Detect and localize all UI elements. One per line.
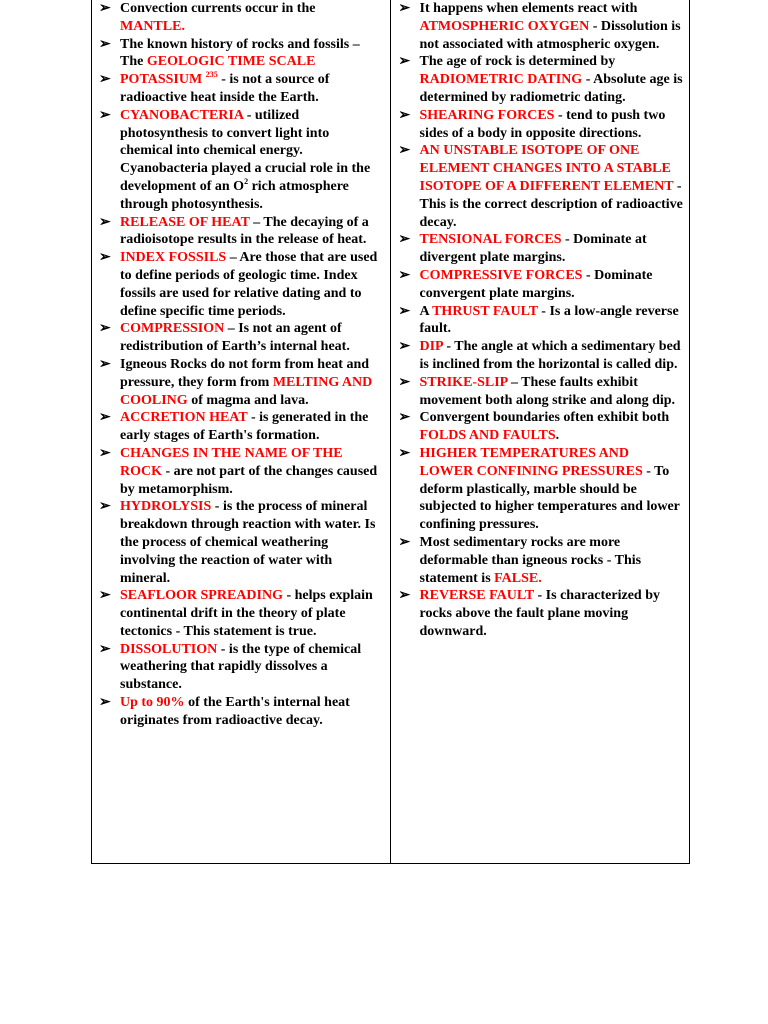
highlighted-term: ATMOSPHERIC OXYGEN xyxy=(419,18,590,34)
highlighted-term: ACCRETION HEAT xyxy=(120,410,248,426)
item-text: - tend to push two sides of a body in opposite directions. xyxy=(419,107,666,141)
highlighted-term: CHANGES IN THE NAME OF THE ROCK xyxy=(120,445,343,479)
arrowhead-bullet-icon: ➢ xyxy=(99,410,111,426)
item-text: - The angle at which a sedimentary bed is inclined from the horizontal is called dip. xyxy=(419,339,681,372)
right-column xyxy=(391,0,690,863)
arrowhead-bullet-icon: ➢ xyxy=(99,588,111,604)
item-text: . xyxy=(555,428,560,444)
arrowhead-bullet-icon: ➢ xyxy=(99,214,111,230)
list-item xyxy=(397,445,684,534)
item-text: – Are those that are used to define periods of geologic time. Index fossils are used for relative dating and to define specific time periods. xyxy=(120,250,378,319)
item-text: Convection currents occur in the xyxy=(120,1,316,16)
highlighted-term: GEOLOGIC TIME SCALE xyxy=(146,54,316,70)
list-item xyxy=(97,107,384,214)
list-item xyxy=(97,641,384,694)
arrowhead-bullet-icon: ➢ xyxy=(99,445,111,461)
arrowhead-bullet-icon: ➢ xyxy=(398,232,411,248)
list-item xyxy=(97,498,384,587)
highlighted-term: DISSOLUTION xyxy=(120,641,218,657)
list-item xyxy=(397,303,684,339)
highlighted-term: INDEX FOSSILS xyxy=(120,250,227,266)
highlighted-term: MELTING AND COOLING xyxy=(120,374,373,408)
highlighted-term: REVERSE FAULT xyxy=(419,588,535,604)
highlighted-term: RELEASE OF HEAT xyxy=(120,214,250,230)
notes-table xyxy=(91,0,690,864)
highlighted-term: FOLDS AND FAULTS xyxy=(419,428,556,444)
item-text: The age of rock is determined by xyxy=(419,54,616,70)
list-item xyxy=(397,53,684,106)
list-item xyxy=(97,694,384,730)
arrowhead-bullet-icon: ➢ xyxy=(398,374,411,390)
highlighted-term: DIP xyxy=(419,339,443,355)
arrowhead-bullet-icon: ➢ xyxy=(99,321,111,337)
item-text: - Absolute age is determined by radiometric dating. xyxy=(419,72,683,105)
item-text: - Is characterized by rocks above the fault plane moving downward. xyxy=(419,588,660,639)
item-text: – The decaying of a radioisotope results in the release of heat. xyxy=(120,214,369,248)
arrowhead-bullet-icon: ➢ xyxy=(398,303,411,319)
highlighted-term: HIGHER TEMPERATURES AND LOWER CONFINING PRESSURES xyxy=(419,445,643,479)
highlighted-term: HYDROLYSIS xyxy=(120,499,212,515)
list-item xyxy=(97,356,384,409)
arrowhead-bullet-icon: ➢ xyxy=(99,499,111,515)
arrowhead-bullet-icon: ➢ xyxy=(99,250,111,266)
list-item xyxy=(97,0,384,36)
item-text: - Is a low-angle reverse fault. xyxy=(419,303,679,337)
list-item xyxy=(97,214,384,250)
list-item xyxy=(397,587,684,640)
item-text: Most sedimentary rocks are more deformable than igneous rocks - This statement is xyxy=(419,534,642,586)
highlighted-term: STRIKE-SLIP xyxy=(419,374,508,390)
list-item xyxy=(97,71,384,107)
highlighted-term: SEAFLOOR SPREADING xyxy=(120,588,283,604)
arrowhead-bullet-icon: ➢ xyxy=(398,339,411,355)
list-item xyxy=(397,409,684,445)
item-text: - are not part of the changes caused by metamorphism. xyxy=(120,463,378,497)
arrowhead-bullet-icon: ➢ xyxy=(398,267,411,283)
list-item xyxy=(397,534,684,587)
item-text: of magma and lava. xyxy=(187,392,309,408)
left-bullet-list xyxy=(97,0,384,730)
list-item xyxy=(397,107,684,143)
item-text: 2 xyxy=(244,176,249,186)
item-text: - is not a source of radioactive heat inside the Earth. xyxy=(120,72,330,105)
list-item xyxy=(97,36,384,72)
arrowhead-bullet-icon: ➢ xyxy=(99,36,111,52)
highlighted-term: POTASSIUM xyxy=(120,72,206,88)
list-item xyxy=(397,267,684,303)
arrowhead-bullet-icon: ➢ xyxy=(99,107,111,123)
highlighted-term: SHEARING FORCES xyxy=(419,107,555,123)
highlighted-term: Up to 90% xyxy=(120,695,185,711)
item-text: - This is the correct description of radioactive decay. xyxy=(419,178,683,230)
item-text: It happens when elements react with xyxy=(419,1,638,16)
list-item xyxy=(397,374,684,410)
item-text: – These faults exhibit movement both along strike and along dip. xyxy=(419,374,676,408)
list-item xyxy=(97,249,384,320)
item-text: of the Earth's internal heat originates from radioactive decay. xyxy=(120,695,350,728)
list-item xyxy=(97,587,384,640)
highlighted-term: COMPRESSIVE FORCES xyxy=(419,267,583,283)
arrowhead-bullet-icon: ➢ xyxy=(398,410,411,426)
item-text: A xyxy=(419,303,433,319)
list-item xyxy=(397,338,684,374)
list-item xyxy=(397,142,684,231)
item-text: – Is not an agent of redistribution of Earth’s internal heat. xyxy=(120,321,350,355)
arrowhead-bullet-icon: ➢ xyxy=(99,72,111,88)
arrowhead-bullet-icon: ➢ xyxy=(398,534,411,550)
highlighted-term: CYANOBACTERIA xyxy=(120,107,244,123)
highlighted-term: FALSE. xyxy=(494,570,542,586)
highlighted-term: COMPRESSION xyxy=(120,321,225,337)
highlighted-term: TENSIONAL FORCES xyxy=(419,232,562,248)
item-text: - is generated in the early stages of Earth's formation. xyxy=(120,410,369,444)
highlighted-term: AN UNSTABLE ISOTOPE OF ONE ELEMENT CHANGES INTO A STABLE ISOTOPE OF A DIFFERENT ELEMENT xyxy=(419,143,674,194)
item-text: - is the type of chemical weathering that rapidly dissolves a substance. xyxy=(120,641,362,693)
left-column xyxy=(92,0,391,863)
list-item xyxy=(97,320,384,356)
arrowhead-bullet-icon: ➢ xyxy=(99,695,111,711)
highlighted-term: RADIOMETRIC DATING xyxy=(419,72,583,88)
arrowhead-bullet-icon: ➢ xyxy=(99,641,111,657)
arrowhead-bullet-icon: ➢ xyxy=(99,356,111,372)
arrowhead-bullet-icon: ➢ xyxy=(398,445,411,461)
item-text: - Dominate at divergent plate margins. xyxy=(419,232,647,266)
list-item xyxy=(397,0,684,53)
item-text: The known history of rocks and fossils – The xyxy=(120,36,360,70)
list-item xyxy=(397,231,684,267)
list-item xyxy=(97,409,384,445)
arrowhead-bullet-icon: ➢ xyxy=(398,54,411,70)
item-text: - helps explain continental drift in the theory of plate tectonics - This statement is true. xyxy=(120,588,373,639)
arrowhead-bullet-icon: ➢ xyxy=(398,143,411,159)
item-text: - Dominate convergent plate margins. xyxy=(419,267,653,301)
arrowhead-bullet-icon: ➢ xyxy=(398,1,411,16)
list-item xyxy=(97,445,384,498)
right-bullet-list xyxy=(397,0,684,641)
item-text: - utilized photosynthesis to convert light into chemical into chemical energy. Cyanobacteria played a crucial role in the development of an O xyxy=(120,107,371,194)
item-text: rich atmosphere through photosynthesis. xyxy=(120,178,349,212)
arrowhead-bullet-icon: ➢ xyxy=(398,107,411,123)
highlighted-term: 235 xyxy=(205,70,218,80)
highlighted-term: MANTLE. xyxy=(120,18,185,34)
item-text: Igneous Rocks do not form from heat and pressure, they form from xyxy=(120,356,370,390)
item-text: - To deform plastically, marble should be subjected to higher temperatures and lower confining pressures. xyxy=(419,463,680,533)
highlighted-term: THRUST FAULT xyxy=(432,303,538,319)
arrowhead-bullet-icon: ➢ xyxy=(398,588,411,604)
item-text: Convergent boundaries often exhibit both xyxy=(419,410,670,426)
item-text: - Dissolution is not associated with atmospheric oxygen. xyxy=(419,18,681,52)
arrowhead-bullet-icon: ➢ xyxy=(99,1,111,16)
item-text: - is the process of mineral breakdown through reaction with water. Is the process of chemical weathering involving the reaction of water with mineral. xyxy=(120,499,376,586)
